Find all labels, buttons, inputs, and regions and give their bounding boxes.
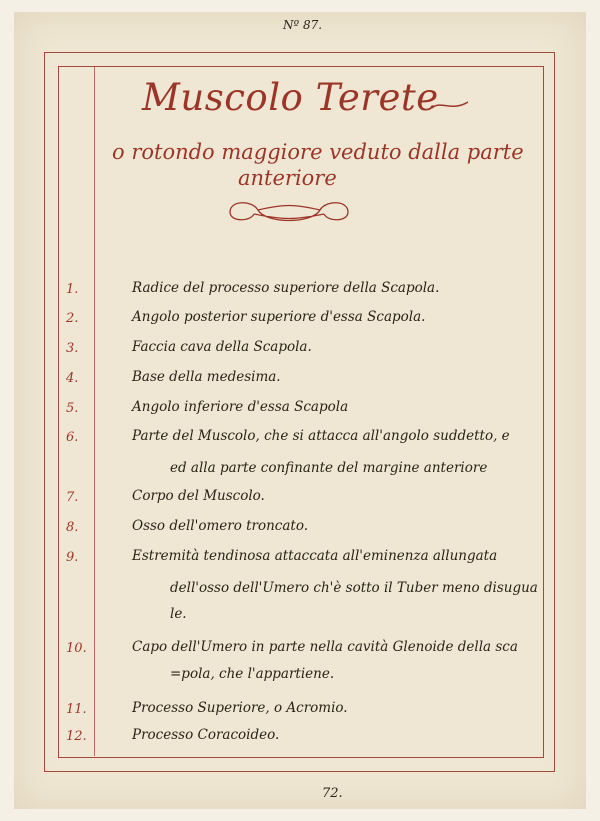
title-flourish-icon — [430, 96, 470, 116]
item-text-continuation: dell'osso dell'Umero ch'è sotto il Tuber meno disugua — [170, 580, 538, 596]
folio-number-bottom: 72. — [322, 786, 343, 801]
item-number: 7. — [66, 490, 79, 505]
item-number: 11. — [66, 702, 87, 717]
margin-rule — [94, 67, 95, 756]
item-number: 4. — [66, 371, 79, 386]
item-text-continuation: ed alla parte confinante del margine anteriore — [170, 460, 488, 476]
item-number: 8. — [66, 520, 79, 535]
item-number: 10. — [66, 641, 87, 656]
item-number: 1. — [66, 282, 79, 297]
item-text: Processo Coracoideo. — [132, 727, 280, 743]
page-subtitle-line2: anteriore — [238, 166, 337, 190]
item-number: 9. — [66, 550, 79, 565]
item-text: Angolo posterior superiore d'essa Scapola. — [132, 309, 426, 325]
item-text: Parte del Muscolo, che si attacca all'angolo suddetto, e — [132, 428, 510, 444]
item-text-continuation: =pola, che l'appartiene. — [170, 666, 335, 682]
item-text: Processo Superiore, o Acromio. — [132, 700, 348, 716]
page-title: Muscolo Terete — [142, 76, 439, 119]
item-text: Capo dell'Umero in parte nella cavità Glenoide della sca — [132, 639, 518, 655]
item-number: 2. — [66, 311, 79, 326]
item-text: Faccia cava della Scapola. — [132, 339, 312, 355]
item-text: Base della medesima. — [132, 369, 281, 385]
item-text: Osso dell'omero troncato. — [132, 518, 309, 534]
item-text: Angolo inferiore d'essa Scapola — [132, 399, 349, 415]
item-number: 5. — [66, 401, 79, 416]
item-text-continuation: le. — [170, 606, 187, 622]
item-text: Radice del processo superiore della Scapola. — [132, 280, 440, 296]
item-text: Corpo del Muscolo. — [132, 488, 265, 504]
item-text: Estremità tendinosa attaccata all'eminenza allungata — [132, 548, 498, 564]
item-number: 12. — [66, 729, 87, 744]
item-number: 3. — [66, 341, 79, 356]
folio-number-top: Nº 87. — [283, 18, 323, 32]
item-number: 6. — [66, 430, 79, 445]
page-subtitle-line1: o rotondo maggiore veduto dalla parte — [112, 140, 524, 164]
flourish-ornament-icon — [224, 196, 354, 228]
